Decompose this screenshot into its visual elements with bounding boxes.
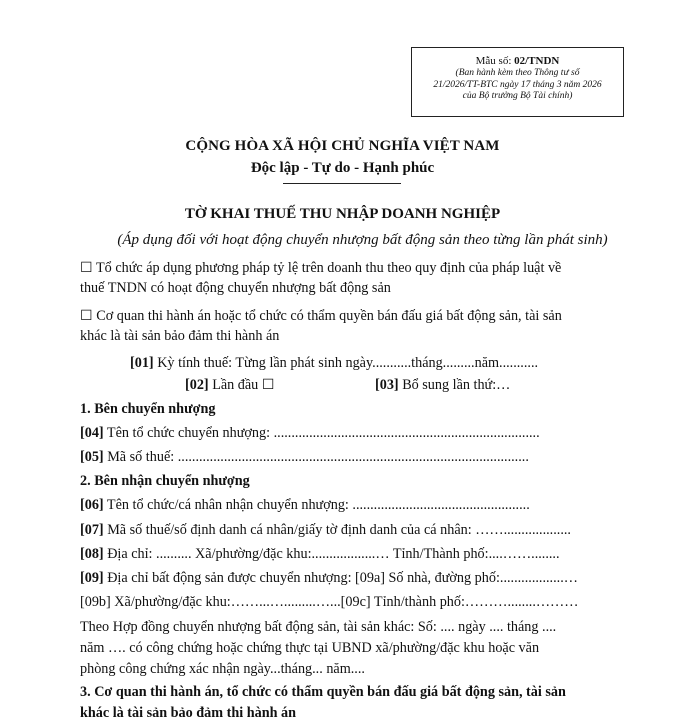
field-06-text: Tên tổ chức/cá nhân nhận chuyển nhượng: ..................................................	[103, 497, 530, 513]
section-2-heading: 2. Bên nhận chuyển nhượng	[80, 473, 250, 489]
field-07-identification	[80, 522, 571, 539]
contract-line-1: Theo Hợp đồng chuyển nhượng bất động sản, tài sản khác: Số: .... ngày .... tháng ....	[80, 619, 557, 635]
field-08-address	[80, 546, 560, 563]
form-code	[412, 54, 623, 68]
contract-line-2: năm …. có công chứng hoặc chứng thực tại UBND xã/phường/đặc khu hoặc văn	[80, 640, 540, 656]
field-07-text: Mã số thuế/số định danh cá nhân/giấy tờ định danh của cá nhân: ……...................	[103, 522, 571, 538]
form-note-line-1: (Ban hành kèm theo Thông tư số	[455, 68, 580, 78]
field-03-code: [03]	[375, 377, 399, 393]
motto: Độc lập - Tự do - Hạnh phúc	[250, 160, 435, 176]
field-04-text: Tên tổ chức chuyển nhượng: ...........................................................................	[103, 425, 540, 441]
field-09-code: [09]	[80, 570, 104, 586]
section-3-heading-line-2: khác là tài sản bảo đảm thi hành án	[80, 705, 297, 721]
contract-line-3: phòng công chứng xác nhận ngày...tháng... năm....	[80, 661, 365, 677]
form-note-line-2: 21/2026/TT-BTC ngày 17 tháng 3 năm 2026	[433, 79, 602, 90]
field-01-tax-period	[130, 355, 538, 372]
option-enforcement-line-1: ☐ Cơ quan thi hành án hoặc tổ chức có thẩm quyền bán đấu giá bất động sản, tài sản	[80, 308, 562, 324]
field-07-code: [07]	[80, 522, 104, 538]
form-note-line-3: của Bộ trưởng Bộ Tài chính)	[462, 91, 573, 101]
option-organization-line-1: ☐ Tổ chức áp dụng phương pháp tỷ lệ trên doanh thu theo quy định của pháp luật về	[80, 260, 562, 276]
field-09-property-address	[80, 570, 578, 587]
document-subtitle: (Áp dụng đối với hoạt động chuyển nhượng bất động sản theo từng lần phát sinh)	[117, 232, 608, 248]
field-04-transferor-name	[80, 425, 540, 442]
field-05-tax-code	[80, 449, 529, 466]
field-04-code: [04]	[80, 425, 104, 441]
field-03-supplement	[375, 377, 510, 394]
form-code-label: Mẫu số:	[475, 55, 515, 67]
option-organization-line-2: thuế TNDN có hoạt động chuyển nhượng bất động sản	[80, 280, 391, 296]
field-05-code: [05]	[80, 449, 104, 465]
section-1-heading: 1. Bên chuyển nhượng	[80, 401, 216, 417]
form-code-box	[411, 47, 624, 117]
nation-heading: CỘNG HÒA XÃ HỘI CHỦ NGHĨA VIỆT NAM	[185, 138, 500, 154]
section-3-heading-line-1: 3. Cơ quan thi hành án, tổ chức có thẩm quyền bán đấu giá bất động sản, tài sản	[80, 684, 566, 700]
motto-underline	[283, 183, 401, 184]
field-06-transferee-name	[80, 497, 530, 514]
field-02-code: [02]	[185, 377, 209, 393]
field-09b-09c-location: [09b] Xã/phường/đặc khu:……...….........…...[09c] Tỉnh/thành phố:………........………	[80, 594, 579, 610]
field-02-text: Lần đầu ☐	[208, 377, 275, 393]
form-code-value: 02/TNDN	[514, 55, 560, 67]
field-08-code: [08]	[80, 546, 104, 562]
field-08-text: Địa chỉ: .......... Xã/phường/đặc khu:..................… Tỉnh/Thành phố:....……........	[103, 546, 560, 562]
field-09-text: Địa chỉ bất động sản được chuyển nhượng: [09a] Số nhà, đường phố:..................…	[103, 570, 578, 586]
document-title: TỜ KHAI THUẾ THU NHẬP DOANH NGHIỆP	[184, 206, 501, 222]
field-05-text: Mã số thuế: ...................................................................................................	[103, 449, 529, 465]
field-01-code: [01]	[130, 355, 154, 371]
option-enforcement-line-2: khác là tài sản bảo đảm thi hành án	[80, 328, 280, 344]
field-06-code: [06]	[80, 497, 104, 513]
field-02-first-time	[185, 377, 275, 394]
field-01-text: Kỳ tính thuế: Từng lần phát sinh ngày...........tháng.........năm...........	[153, 355, 539, 371]
field-03-text: Bổ sung lần thứ:…	[398, 377, 511, 393]
